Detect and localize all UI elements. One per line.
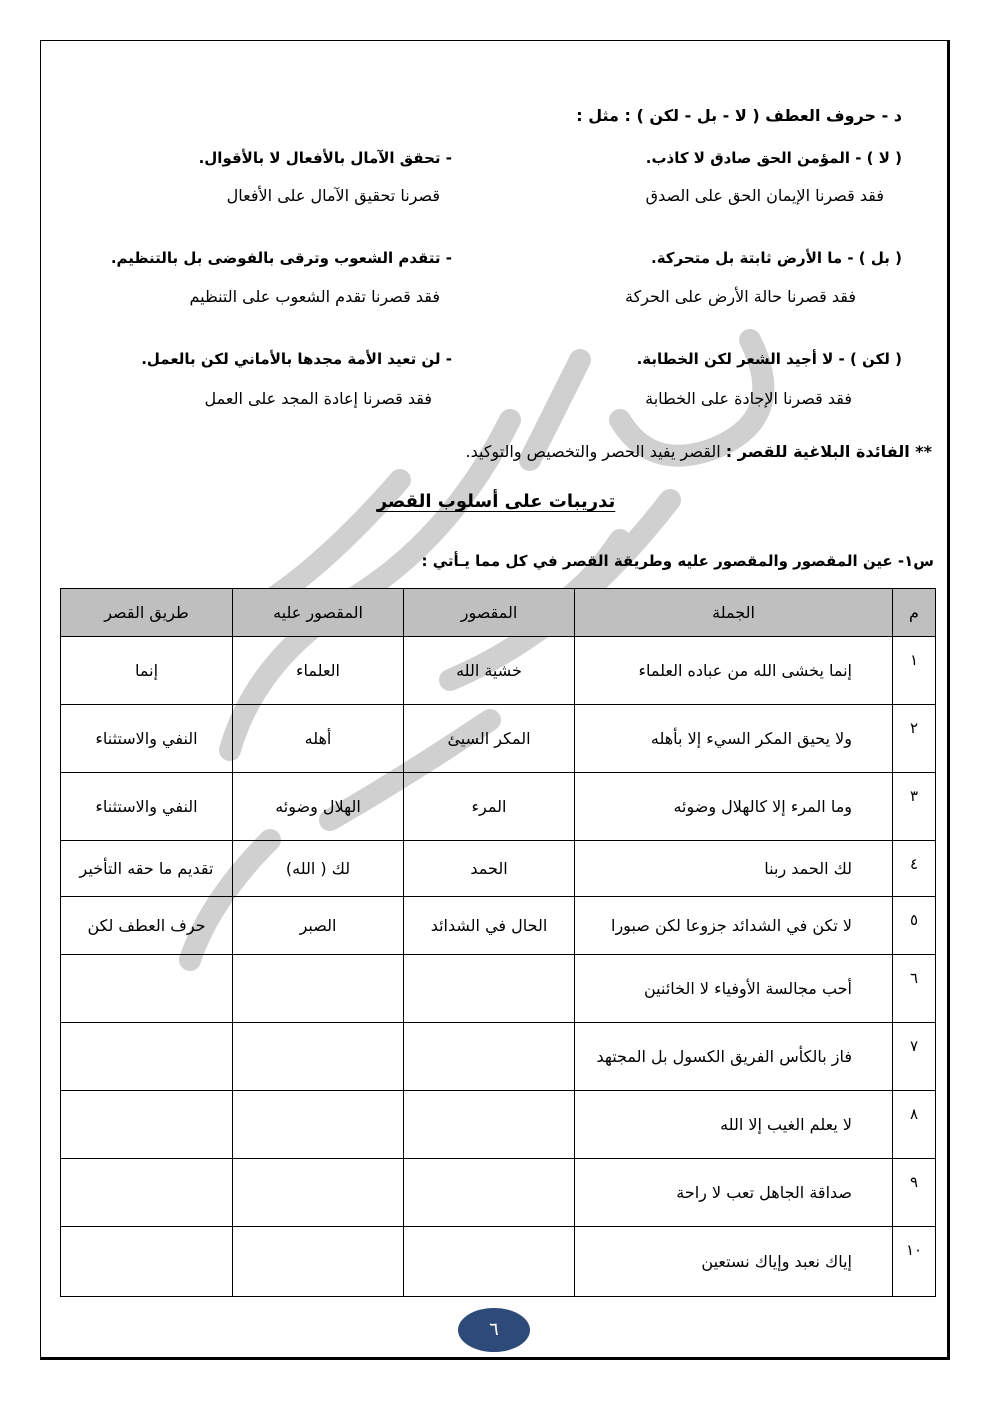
table-row (61, 773, 936, 841)
row-maqsur-alayh: أهله (233, 705, 404, 773)
example-la-right-note: فقد قصرنا الإيمان الحق على الصدق (645, 186, 884, 205)
row-index: ٨ (893, 1091, 936, 1159)
row-maqsur: الحمد (404, 841, 575, 897)
question-1: س١- عين المقصور والمقصور عليه وطريقة القصر في كل مما يـأتي : (421, 552, 934, 570)
table-row (61, 705, 936, 773)
row-index: ٩ (893, 1159, 936, 1227)
row-sentence: صداقة الجاهل تعب لا راحة (575, 1159, 893, 1227)
row-maqsur-alayh (233, 1227, 404, 1297)
row-sentence: وما المرء إلا كالهلال وضوئه (575, 773, 893, 841)
row-maqsur: الحال في الشدائد (404, 897, 575, 955)
row-maqsur (404, 1227, 575, 1297)
page-number-badge: ٦ (458, 1308, 530, 1352)
example-bal-right: ( بل ) - ما الأرض ثابتة بل متحركة. (651, 249, 902, 267)
exercise-table (60, 588, 936, 1297)
header-method: طريق القصر (61, 589, 233, 637)
row-maqsur-alayh (233, 1159, 404, 1227)
exercises-title: تدريبات على أسلوب القصر (376, 491, 616, 512)
example-bal-right-note: فقد قصرنا حالة الأرض على الحركة (625, 287, 856, 306)
row-method: تقديم ما حقه التأخير (61, 841, 233, 897)
row-index: ١٠ (893, 1227, 936, 1297)
row-maqsur (404, 1159, 575, 1227)
row-sentence: لا يعلم الغيب إلا الله (575, 1091, 893, 1159)
example-lakin-left-note: فقد قصرنا إعادة المجد على العمل (204, 389, 432, 408)
example-la-right: ( لا ) - المؤمن الحق صادق لا كاذب. (645, 149, 902, 167)
row-sentence: أحب مجالسة الأوفياء لا الخائنين (575, 955, 893, 1023)
benefit-label: ** الفائدة البلاغية للقصر : (725, 442, 932, 461)
table-row (61, 637, 936, 705)
example-la-left: - تحقق الآمال بالأفعال لا بالأقوال. (198, 149, 452, 167)
benefit-line (466, 442, 933, 461)
row-method (61, 1159, 233, 1227)
row-index: ٢ (893, 705, 936, 773)
row-index: ٤ (893, 841, 936, 897)
row-method: النفي والاستثناء (61, 773, 233, 841)
example-la-left-note: قصرنا تحقيق الآمال على الأفعال (226, 186, 440, 205)
row-sentence: ولا يحيق المكر السيء إلا بأهله (575, 705, 893, 773)
row-method (61, 955, 233, 1023)
row-sentence: فاز بالكأس الفريق الكسول بل المجتهد (575, 1023, 893, 1091)
row-method: حرف العطف لكن (61, 897, 233, 955)
row-method (61, 1227, 233, 1297)
row-maqsur: المرء (404, 773, 575, 841)
row-index: ٧ (893, 1023, 936, 1091)
row-maqsur (404, 955, 575, 1023)
row-index: ٦ (893, 955, 936, 1023)
row-maqsur-alayh: الصبر (233, 897, 404, 955)
row-index: ١ (893, 637, 936, 705)
row-sentence: إياك نعبد وإياك نستعين (575, 1227, 893, 1297)
row-maqsur: خشية الله (404, 637, 575, 705)
table-row (61, 897, 936, 955)
table-row (61, 1091, 936, 1159)
row-method: النفي والاستثناء (61, 705, 233, 773)
row-maqsur-alayh (233, 1023, 404, 1091)
section-d-heading: د - حروف العطف ( لا - بل - لكن ) : مثل : (576, 106, 902, 125)
row-sentence: لا تكن في الشدائد جزوعا لكن صبورا (575, 897, 893, 955)
table-row (61, 1227, 936, 1297)
row-maqsur-alayh: الهلال وضوئه (233, 773, 404, 841)
row-maqsur: المكر السيئ (404, 705, 575, 773)
table-row (61, 955, 936, 1023)
row-maqsur-alayh (233, 955, 404, 1023)
table-row (61, 1023, 936, 1091)
row-maqsur (404, 1091, 575, 1159)
row-index: ٥ (893, 897, 936, 955)
table-row (61, 841, 936, 897)
table-header-row (61, 589, 936, 637)
header-index: م (893, 589, 936, 637)
row-method (61, 1091, 233, 1159)
example-bal-left: - تتقدم الشعوب وترقى بالفوضى بل بالتنظيم. (110, 249, 452, 267)
benefit-text: القصر يفيد الحصر والتخصيص والتوكيد. (465, 442, 721, 461)
row-sentence: لك الحمد ربنا (575, 841, 893, 897)
row-sentence: إنما يخشى الله من عباده العلماء (575, 637, 893, 705)
row-maqsur (404, 1023, 575, 1091)
row-maqsur-alayh: لك ( الله) (233, 841, 404, 897)
table-row (61, 1159, 936, 1227)
row-method: إنما (61, 637, 233, 705)
example-bal-left-note: فقد قصرنا تقدم الشعوب على التنظيم (189, 287, 440, 306)
row-index: ٣ (893, 773, 936, 841)
header-sentence: الجملة (575, 589, 893, 637)
header-maqsur: المقصور (404, 589, 575, 637)
example-lakin-left: - لن تعيد الأمة مجدها بالأماني لكن بالعمل. (141, 350, 452, 368)
header-maqsur-alayh: المقصور عليه (233, 589, 404, 637)
row-maqsur-alayh: العلماء (233, 637, 404, 705)
example-lakin-right-note: فقد قصرنا الإجادة على الخطابة (645, 389, 852, 408)
example-lakin-right: ( لكن ) - لا أجيد الشعر لكن الخطابة. (636, 350, 902, 368)
row-maqsur-alayh (233, 1091, 404, 1159)
row-method (61, 1023, 233, 1091)
